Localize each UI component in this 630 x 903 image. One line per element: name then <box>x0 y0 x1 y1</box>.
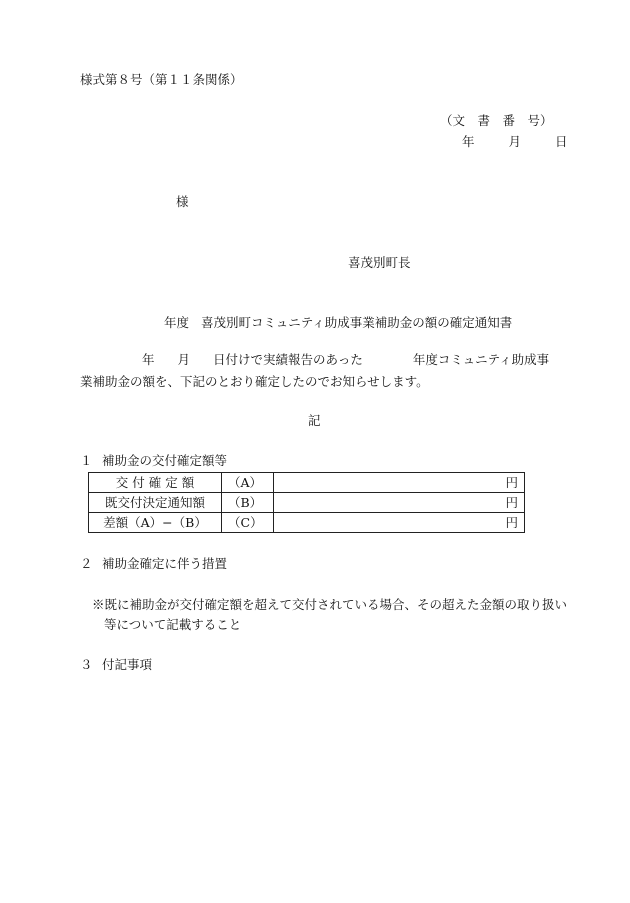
date-year-label: 年 <box>461 134 475 149</box>
issue-date <box>458 134 567 150</box>
row-code: （A） <box>222 473 274 493</box>
title-text: 喜茂別町コミュニティ助成事業補助金の額の確定通知書 <box>201 315 513 330</box>
document-title <box>164 315 512 331</box>
section-1-number: １ <box>80 453 93 468</box>
body-line1-end: 年度コミュニティ助成事 <box>412 352 550 367</box>
section-2-title: 補助金確定に伴う措置 <box>102 556 228 571</box>
document-number: （文 書 番 号） <box>440 113 553 128</box>
title-year-label: 年度 <box>164 315 190 330</box>
row-label: 差額（A）−（B） <box>89 513 222 533</box>
ki-heading: 記 <box>308 413 321 428</box>
section-1-title: 補助金の交付確定額等 <box>102 453 228 468</box>
addressee-honorific: 様 <box>176 194 189 209</box>
row-code: （C） <box>222 513 274 533</box>
body-line-1 <box>80 352 549 368</box>
date-month-label: 月 <box>508 134 521 149</box>
date-day-label: 日 <box>554 134 568 149</box>
amount-table <box>88 472 525 533</box>
form-number: 様式第８号（第１１条関係） <box>80 72 243 87</box>
row-amount-unit: 円 <box>274 513 525 533</box>
row-amount-unit: 円 <box>274 473 525 493</box>
row-label: 交 付 確 定 額 <box>89 473 222 493</box>
row-label: 既交付決定通知額 <box>89 493 222 513</box>
section-3-number: ３ <box>80 657 93 672</box>
section-2-number: ２ <box>80 556 93 571</box>
section-2-note-line-1: ※既に補助金が交付確定額を超えて交付されている場合、その超えた金額の取り扱い <box>92 597 568 612</box>
section-2-heading <box>80 556 227 572</box>
section-1-heading <box>80 453 227 469</box>
table-row <box>89 493 525 513</box>
body-year-label: 年 <box>142 352 155 367</box>
section-3-heading <box>80 657 152 673</box>
issuer-name: 喜茂別町長 <box>348 255 411 270</box>
body-line1-mid: 日付けで実績報告のあった <box>213 352 363 367</box>
body-line-2: 業補助金の額を、下記のとおり確定したのでお知らせします。 <box>80 374 429 389</box>
table-row <box>89 513 525 533</box>
section-2-note-line-2: 等について記載すること <box>104 617 242 632</box>
section-3-title: 付記事項 <box>102 657 153 672</box>
row-code: （B） <box>222 493 274 513</box>
table-row <box>89 473 525 493</box>
row-amount-unit: 円 <box>274 493 525 513</box>
body-month-label: 月 <box>177 352 191 367</box>
